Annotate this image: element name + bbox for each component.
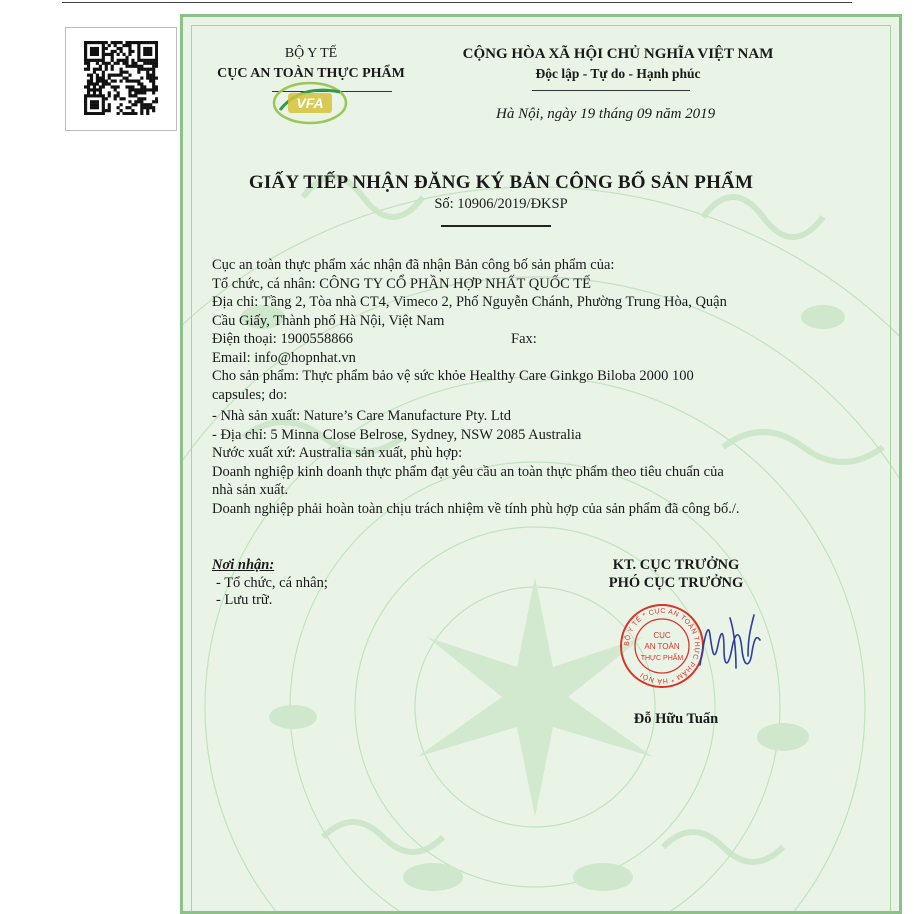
email-text: Email: info@hopnhat.vn xyxy=(212,349,356,366)
agency-name: CỤC AN TOÀN THỰC PHẨM xyxy=(217,66,405,81)
stamp-center-line1: CỤC xyxy=(653,631,671,640)
signer-name: Đỗ Hữu Tuấn xyxy=(633,711,719,727)
vfa-logo-icon xyxy=(270,80,350,126)
logo-text: VFA xyxy=(296,95,324,111)
recipient-item: - Lưu trữ. xyxy=(216,592,273,608)
national-motto: Độc lập - Tự do - Hạnh phúc xyxy=(535,66,701,81)
recipients-block xyxy=(212,557,328,610)
document-number: Số: 10906/2019/ĐKSP xyxy=(434,196,568,212)
certificate-body xyxy=(212,256,812,518)
ministry-name: BỘ Y TẾ xyxy=(284,46,338,61)
statement1-line1: Doanh nghiệp kinh doanh thực phẩm đạt yêu cầu an toàn thực phẩm theo tiêu chuẩn của xyxy=(212,463,724,480)
document-title: GIẤY TIẾP NHẬN ĐĂNG KÝ BẢN CÔNG BỐ SẢN PHẨM xyxy=(248,172,754,193)
ministry-header xyxy=(206,44,416,84)
product-text-line2: capsules; do: xyxy=(212,386,288,403)
title-underline xyxy=(441,225,551,227)
manufacturer-text: - Nhà sản xuất: Nature’s Care Manufacture Pty. Ltd xyxy=(212,408,512,424)
handwritten-signature xyxy=(690,610,770,680)
intro-text: Cục an toàn thực phẩm xác nhận đã nhận Bản công bố sản phẩm của: xyxy=(212,257,615,273)
phone-text: Điện thoại: 1900558866 xyxy=(212,331,353,347)
signer-title-line1: KT. CỤC TRƯỞNG xyxy=(612,557,740,573)
manufacturer-address-text: - Địa chỉ: 5 Minna Close Belrose, Sydney, NSW 2085 Australia xyxy=(212,426,582,443)
signer-title-block xyxy=(570,556,782,592)
recipient-item: - Tổ chức, cá nhân; xyxy=(216,574,328,591)
issue-date: Hà Nội, ngày 19 tháng 09 năm 2019 xyxy=(496,106,716,122)
republic-header xyxy=(446,44,790,84)
recipients-heading: Nơi nhận: xyxy=(212,557,275,573)
address-text-line2: Cầu Giấy, Thành phố Hà Nội, Việt Nam xyxy=(212,312,445,329)
stamp-center-line2: AN TOÀN xyxy=(644,642,680,651)
organization-text: Tổ chức, cá nhân: CÔNG TY CỔ PHẦN HỢP NHẤT QUỐC TẾ xyxy=(212,275,591,292)
product-text-line1: Cho sản phẩm: Thực phẩm bảo vệ sức khỏe Healthy Care Ginkgo Biloba 2000 100 xyxy=(212,368,694,384)
contact-row xyxy=(212,330,812,349)
origin-text: Nước xuất xứ: Australia sản xuất, phù hợp: xyxy=(212,445,463,461)
statement2-text: Doanh nghiệp phải hoàn toàn chịu trách nhiệm về tính phù hợp của sản phẩm đã công bố./. xyxy=(212,500,740,517)
address-text-line1: Địa chỉ: Tầng 2, Tòa nhà CT4, Vimeco 2, Phố Nguyễn Chánh, Phường Trung Hòa, Quận xyxy=(212,294,727,310)
stamp-ring-text: BỘ Y TẾ * CỤC AN TOÀN THỰC PHẨM * HÀ NỘI xyxy=(623,607,701,685)
stamp-center-line3: THỰC PHẨM xyxy=(640,655,684,662)
statement1-line2: nhà sản xuất. xyxy=(212,482,289,498)
motto-underline xyxy=(532,90,690,91)
signer-title-line2: PHÓ CỤC TRƯỞNG xyxy=(608,575,744,591)
fax-text: Fax: xyxy=(511,331,537,347)
country-name: CỘNG HÒA XÃ HỘI CHỦ NGHĨA VIỆT NAM xyxy=(462,46,774,62)
